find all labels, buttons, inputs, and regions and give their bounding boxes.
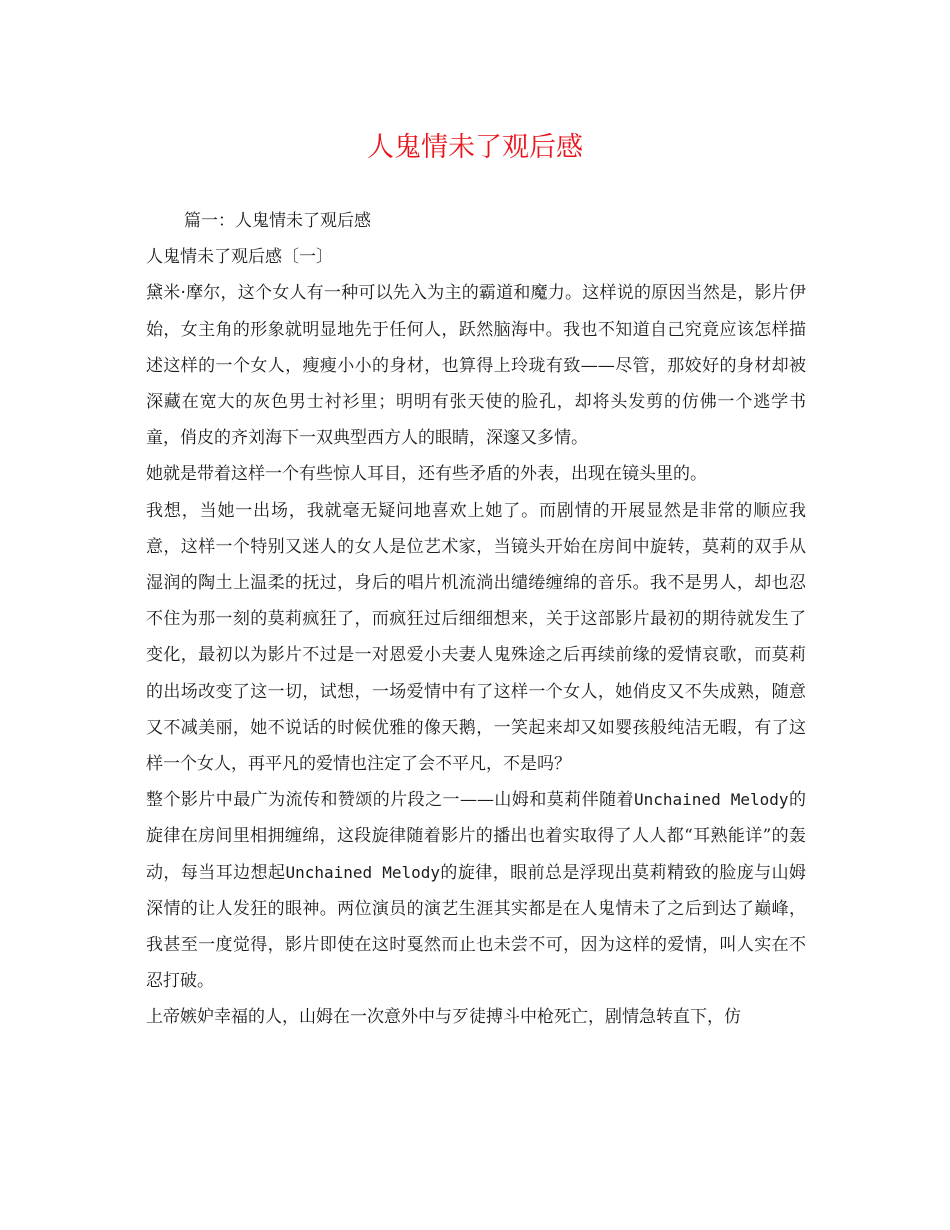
paragraph-intro: 黛米·摩尔，这个女人有一种可以先入为主的霸道和魔力。这样说的原因当然是，影片伊始，女主角的形象就明显地先于任何人，跃然脑海中。我也不知道自己究竟应该怎样描述这样的一个女人，瘦瘦小小的身材，也算得上玲珑有致——尽管，那姣好的身材却被深藏在宽大的灰色男士衬衫里；明明有张天使的脸孔，却将头发剪的仿佛一个逃学书童，俏皮的齐刘海下一双典型西方人的眼睛，深邃又多情。 [146, 283, 806, 449]
paragraph-appearance: 她就是带着这样一个有些惊人耳目，还有些矛盾的外表，出现在镜头里的。 [146, 464, 707, 485]
song-title-2: Unchained Melody [285, 862, 440, 882]
section-heading: 篇一：人鬼情未了观后感 [184, 211, 371, 231]
document-body [146, 203, 806, 1036]
melody-text-3: 的旋律，眼前总是浮现出莫莉精致的脸庞与山姆深情的让人发狂的眼神。两位演员的演艺生涯其实都是在人鬼情未了之后到达了巅峰，我甚至一度觉得，影片即使在这时戛然而止也未尝不可，因为这样的爱情，叫人实在不忍打破。 [146, 862, 807, 992]
paragraph-last: 上帝嫉妒幸福的人，山姆在一次意外中与歹徒搏斗中枪死亡，剧情急转直下，仿 [146, 1007, 741, 1028]
melody-text-2: 的旋律在房间里相拥缠绵，这段旋律随着影片的播出也着实取得了人人都“耳熟能详”的轰动，每当耳边想起 [146, 790, 807, 883]
song-title-1: Unchained Melody [634, 790, 789, 810]
document-title: 人鬼情未了观后感 [367, 132, 583, 163]
subheading: 人鬼情未了观后感〔一〕 [146, 247, 333, 268]
paragraph-melody [146, 782, 806, 999]
melody-text-1: 整个影片中最广为流传和赞颂的片段之一——山姆和莫莉伴随着 [146, 790, 634, 811]
paragraph-first-impression: 我想，当她一出场，我就毫无疑问地喜欢上她了。而剧情的开展显然是非常的顺应我意，这样一个特别又迷人的女人是位艺术家，当镜头开始在房间中旋转，莫莉的双手从湿润的陶土上温柔的抚过，身后的唱片机流淌出缱绻缠绵的音乐。我不是男人，却也忍不住为那一刻的莫莉疯狂了，而疯狂过后细细想来，关于这部影片最初的期待就发生了变化，最初以为影片不过是一对恩爱小夫妻人鬼殊途之后再续前缘的爱情哀歌，而莫莉的出场改变了这一切，试想，一场爱情中有了这样一个女人，她俏皮又不失成熟，随意又不减美丽，她不说话的时候优雅的像天鹅，一笑起来却又如婴孩般纯洁无暇，有了这样一个女人，再平凡的爱情也注定了会不平凡，不是吗？ [146, 500, 806, 775]
